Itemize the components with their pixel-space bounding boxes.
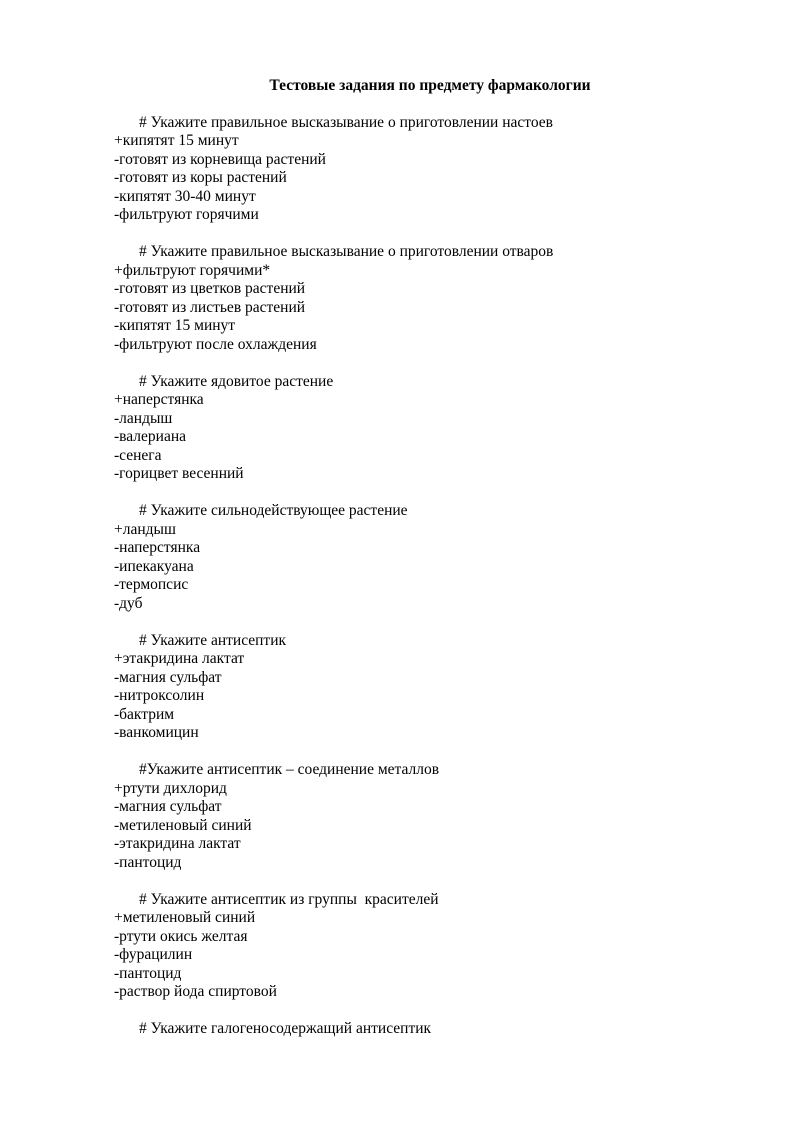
question-text: #Укажите антисептик – соединение металлов <box>139 761 440 778</box>
question-text: # Укажите антисептик <box>139 631 287 649</box>
answer-option: -наперстянка <box>114 539 201 556</box>
question-block <box>114 761 754 872</box>
answer-option: -готовят из листьев растений <box>114 298 306 316</box>
question-text: # Укажите сильнодействующее растение <box>139 502 408 519</box>
question-block <box>114 1020 754 1039</box>
answer-list <box>114 650 754 743</box>
answer-option: -нитроксолин <box>114 687 205 704</box>
answer-option: -валериана <box>114 428 187 445</box>
question-list <box>114 114 754 1058</box>
answer-list <box>114 262 754 355</box>
answer-list <box>114 909 754 1002</box>
answer-option: -магния сульфат <box>114 798 222 815</box>
answer-option: +этакридина лактат <box>114 650 245 667</box>
answer-option: -горицвет весенний <box>114 465 244 482</box>
answer-option: -ипекакуана <box>114 557 194 575</box>
answer-option: -пантоцид <box>114 853 182 871</box>
answer-list <box>114 780 754 873</box>
answer-option: -готовят из корневища растений <box>114 150 326 168</box>
question-text: # Укажите галогеносодержащий антисептик <box>139 1020 432 1037</box>
answer-option: -магния сульфат <box>114 668 222 686</box>
answer-option: -готовят из цветков растений <box>114 280 306 297</box>
answer-option: -кипятят 15 минут <box>114 317 236 334</box>
answer-option: -метиленовый синий <box>114 816 252 834</box>
answer-option: +метиленовый синий <box>114 909 256 926</box>
answer-option: -дуб <box>114 594 143 612</box>
answer-option: -ртути окись желтая <box>114 927 248 945</box>
answer-option: +ртути дихлорид <box>114 779 227 797</box>
question-block <box>114 114 754 225</box>
answer-option: -ландыш <box>114 409 173 427</box>
question-block <box>114 373 754 484</box>
answer-option: -готовят из коры растений <box>114 169 287 186</box>
question-block <box>114 502 754 613</box>
question-block <box>114 243 754 354</box>
question-text: # Укажите антисептик из группы красителей <box>139 890 439 908</box>
answer-list <box>114 391 754 484</box>
answer-option: +фильтруют горячими* <box>114 261 271 279</box>
answer-list <box>114 521 754 614</box>
question-text: # Укажите правильное высказывание о приготовлении настоев <box>139 113 553 131</box>
answer-option: -фильтруют горячими <box>114 206 259 223</box>
answer-option: -сенега <box>114 446 162 464</box>
question-text: # Укажите ядовитое растение <box>139 372 334 390</box>
answer-option: -кипятят 30-40 минут <box>114 187 256 205</box>
question-block <box>114 632 754 743</box>
answer-option: -пантоцид <box>114 964 182 982</box>
answer-option: +ландыш <box>114 520 176 538</box>
answer-option: +наперстянка <box>114 391 204 408</box>
answer-option: -термопсис <box>114 576 189 593</box>
answer-option: -раствор йода спиртовой <box>114 983 277 1000</box>
answer-option: -фильтруют после охлаждения <box>114 335 317 353</box>
answer-option: -этакридина лактат <box>114 835 241 852</box>
question-text: # Укажите правильное высказывание о приготовлении отваров <box>139 243 554 260</box>
answer-list <box>114 132 754 225</box>
answer-option: -бактрим <box>114 705 175 723</box>
answer-option: +кипятят 15 минут <box>114 132 239 149</box>
answer-option: -фурацилин <box>114 946 193 963</box>
answer-option: -ванкомицин <box>114 724 199 741</box>
document-title: Тестовые задания по предмету фармакологии <box>269 77 591 94</box>
question-block <box>114 891 754 1002</box>
